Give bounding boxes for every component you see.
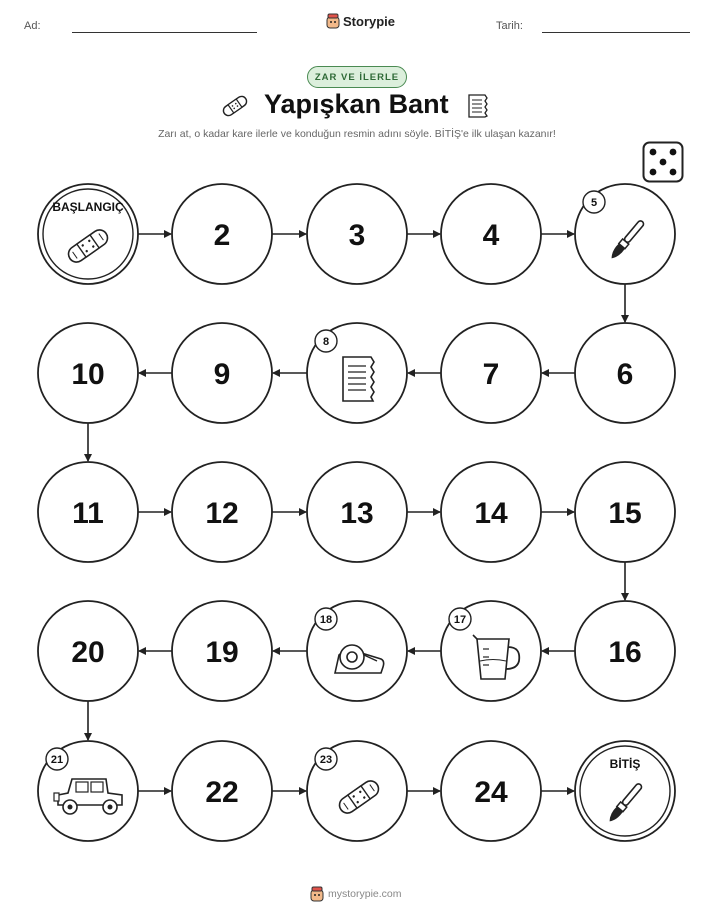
square-number: 24 [474,776,508,809]
board-square[interactable] [441,323,541,423]
board-square[interactable] [307,462,407,562]
square-number: 16 [608,636,642,669]
square-number: 12 [205,497,239,530]
board-square[interactable] [441,601,541,701]
square-number: 7 [482,358,500,391]
square-number: 2 [213,219,231,252]
board-square[interactable] [575,184,675,284]
board-square[interactable] [172,601,272,701]
board-square[interactable] [38,323,138,423]
footer-brand [310,886,402,902]
square-number: 10 [71,358,105,391]
board-square[interactable] [441,741,541,841]
board-square[interactable] [575,462,675,562]
board-square[interactable] [38,741,138,841]
square-number: 15 [608,497,642,530]
square-number: 20 [71,636,105,669]
square-number: 14 [474,497,508,530]
square-number-badge: 17 [453,614,467,626]
board-square[interactable] [172,323,272,423]
board-square[interactable] [307,601,407,701]
board-square[interactable] [172,462,272,562]
square-number-badge: 5 [590,197,598,209]
board-square[interactable] [441,184,541,284]
board-square[interactable] [575,601,675,701]
storypie-mascot-icon [310,886,324,902]
square-number-badge: 8 [322,336,330,348]
square-number-badge: 21 [50,754,64,766]
finish-square[interactable] [575,741,675,841]
start-label: BAŞLANGIÇ [52,200,124,214]
page-title: Yapışkan Bant [264,89,449,119]
finish-label: BİTİŞ [609,757,641,771]
footer-site: mystorypie.com [328,888,402,900]
square-number: 13 [340,497,374,530]
notepad-icon [343,357,374,401]
square-number: 22 [205,776,239,809]
instructions: Zarı at, o kadar kare ilerle ve konduğun resmin adını söyle. BİTİŞ'e ilk ulaşan kazanır! [158,128,556,140]
game-tag: ZAR VE İLERLE [307,66,407,88]
start-square[interactable] [38,184,138,284]
board-square[interactable] [172,184,272,284]
board-square[interactable] [38,601,138,701]
name-label: Ad: [24,20,41,32]
square-number: 9 [213,358,231,391]
brand-name: Storypie [343,13,396,29]
board-square[interactable] [307,184,407,284]
board-square[interactable] [38,462,138,562]
square-number: 19 [205,636,239,669]
board-square[interactable] [172,741,272,841]
board-square[interactable] [441,462,541,562]
square-number: 6 [616,358,634,391]
date-label: Tarih: [496,20,523,32]
board-square[interactable] [307,323,407,423]
square-number: 11 [72,497,104,530]
square-number: 4 [482,219,500,252]
square-number: 3 [348,219,366,252]
board-square[interactable] [307,741,407,841]
board-square[interactable] [575,323,675,423]
square-number-badge: 18 [319,614,333,626]
square-number-badge: 23 [319,754,333,766]
